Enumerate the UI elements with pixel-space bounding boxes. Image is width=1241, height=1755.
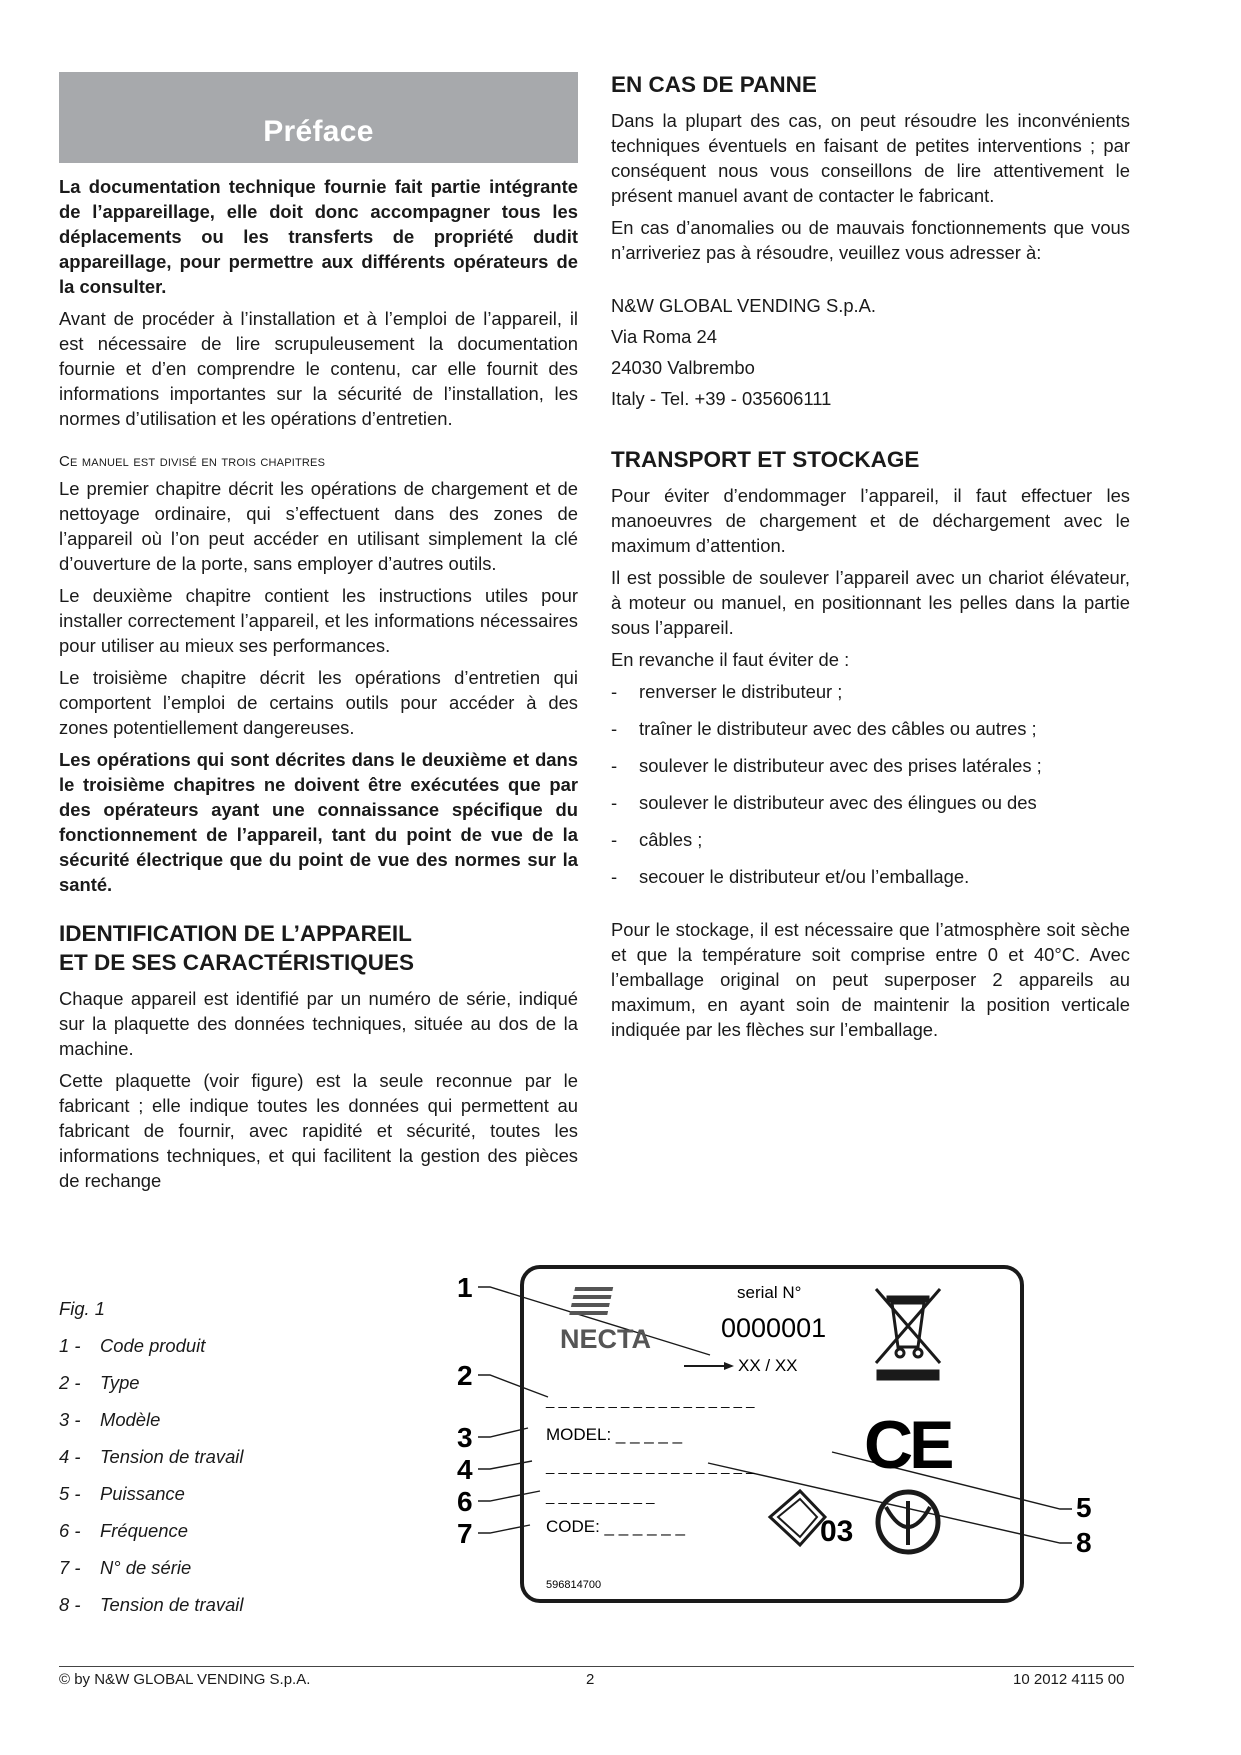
legend-item: 1 - Code produit xyxy=(59,1335,206,1356)
identification-paragraph-1: Chaque appareil est identifié par un numéro de série, indiqué sur la plaquette des données techniques, située au dos de la machine. xyxy=(59,988,578,1059)
footer-doc-code: 10 2012 4115 00 xyxy=(1013,1671,1125,1688)
identification-heading-line1: IDENTIFICATION DE L’APPAREIL xyxy=(59,921,412,946)
legend-item: 5 - Puissance xyxy=(59,1483,185,1504)
list-item: - soulever le distributeur avec des prises latérales ; xyxy=(611,755,1042,776)
transport-heading: TRANSPORT ET STOCKAGE xyxy=(611,447,920,472)
plate-type-line: _ _ _ _ _ _ _ _ _ _ _ _ _ _ _ _ _ xyxy=(546,1392,755,1409)
callout-3: 3 xyxy=(457,1422,473,1453)
transport-paragraph-1: Pour éviter d’endommager l’appareil, il faut effectuer les manoeuvres de chargement et de déchargement avec le maximum d’attention. xyxy=(611,485,1130,556)
avoid-list xyxy=(611,679,1130,889)
serial-label: serial N° xyxy=(737,1283,802,1302)
footer-page-number: 2 xyxy=(586,1671,595,1688)
callout-5: 5 xyxy=(1076,1492,1092,1523)
list-item: - renverser le distributeur ; xyxy=(611,681,843,702)
plate-model: MODEL: _ _ _ _ _ xyxy=(546,1425,683,1444)
callout-7: 7 xyxy=(457,1518,473,1549)
preface-banner xyxy=(59,72,578,163)
panne-heading: EN CAS DE PANNE xyxy=(611,72,817,97)
approval-mark-number: 03 xyxy=(820,1515,854,1548)
intro-paragraph: Avant de procéder à l’installation et à l’emploi de l’appareil, il est nécessaire de lire scrupuleusement la documentation fournie et d’en comprendre le contenu, car elle fournit des informations importantes sur la sécurité de l’installation, les normes d’utilisation et les opérations d’entretien. xyxy=(59,308,578,429)
legend-item: 4 - Tension de travail xyxy=(59,1446,244,1467)
list-item: - câbles ; xyxy=(611,829,703,850)
figure-legend xyxy=(59,1298,243,1631)
storage-paragraph: Pour le stockage, il est nécessaire que l’atmosphère soit sèche et que la température soit comprise entre 0 et 40°C. Avec l’emballage original on peut superposer 2 appareils au maximum, en ayant soin de maintenir la position verticale indiquée par les flèches sur l’emballage. xyxy=(611,919,1130,1040)
address-line: Italy - Tel. +39 - 035606111 xyxy=(611,388,832,409)
legend-item: 8 - Tension de travail xyxy=(59,1594,244,1615)
list-item: - traîner le distributeur avec des câbles ou autres ; xyxy=(611,718,1037,739)
legend-item: 2 - Type xyxy=(59,1372,140,1393)
callout-6: 6 xyxy=(457,1486,473,1517)
identification-heading-line2: ET DE SES CARACTÉRISTIQUES xyxy=(59,950,415,975)
address-line: Via Roma 24 xyxy=(611,326,717,347)
chapter2-paragraph: Le deuxième chapitre contient les instructions utiles pour installer correctement l’appareil, et les informations nécessaires pour utiliser au mieux ses performances. xyxy=(59,585,578,656)
plate-number: 596814700 xyxy=(546,1579,602,1591)
data-plate-figure xyxy=(440,1255,1120,1615)
chapters-warning-paragraph: Les opérations qui sont décrites dans le deuxième et dans le troisième chapitres ne doivent être exécutées que par des opérateurs ayant une connaissance spécifique du fonctionnement de l’appareil, tant du point de vue de la sécurité électrique que du point de vue des normes sur la santé. xyxy=(59,749,578,895)
plate-frequency-line: _ _ _ _ _ _ _ _ _ xyxy=(546,1488,655,1505)
ce-mark: CE xyxy=(864,1407,951,1483)
manufacturer-address xyxy=(611,293,1130,411)
chapters-heading: Ce manuel est divisé en trois chapitres xyxy=(59,453,326,470)
list-item: - secouer le distributeur et/ou l’emballage. xyxy=(611,866,970,887)
legend-item: 3 - Modèle xyxy=(59,1409,161,1430)
identification-paragraph-2: Cette plaquette (voir figure) est la seule reconnue par le fabricant ; elle indique toutes les données qui permettent au fabricant de fournir, avec rapidité et sécurité, toutes les informations techniques, et qui facilitent la gestion des pièces de rechange xyxy=(59,1070,578,1191)
panne-paragraph-1: Dans la plupart des cas, on peut résoudre les inconvénients techniques éventuels en faisant de petites interventions ; par conséquent nous vous conseillons de lire attentivement le présent manuel avant de contacter le fabricant. xyxy=(611,110,1130,206)
chapter1-paragraph: Le premier chapitre décrit les opérations de chargement et de nettoyage ordinaire, qui s’effectuent dans des zones de l’appareil où l’on peut accéder en utilisant simplement la clé d’ouverture de la porte, sans employer d’autres outils. xyxy=(59,478,578,574)
identification-heading xyxy=(59,919,578,977)
legend-item: 6 - Fréquence xyxy=(59,1520,188,1541)
legend-item: 7 - N° de série xyxy=(59,1557,192,1578)
right-column xyxy=(611,70,1130,1049)
page-title: Préface xyxy=(263,114,374,148)
callout-8: 8 xyxy=(1076,1527,1092,1558)
transport-paragraph-2: Il est possible de soulever l’appareil avec un chariot élévateur, à moteur ou manuel, en positionnant les pelles dans la partie sous l’appareil. xyxy=(611,567,1130,638)
address-line: N&W GLOBAL VENDING S.p.A. xyxy=(611,295,877,316)
callout-4: 4 xyxy=(457,1454,473,1485)
list-item: - soulever le distributeur avec des élingues ou des xyxy=(611,792,1037,813)
panne-paragraph-2: En cas d’anomalies ou de mauvais fonctionnements que vous n’arriveriez pas à résoudre, veuillez vous adresser à: xyxy=(611,217,1130,263)
necta-brand: NECTA xyxy=(560,1324,651,1354)
serial-value: 0000001 xyxy=(721,1313,827,1343)
footer-copyright: © by N&W GLOBAL VENDING S.p.A. xyxy=(59,1671,311,1688)
plate-code: CODE: _ _ _ _ _ _ xyxy=(546,1517,685,1536)
callout-2: 2 xyxy=(457,1360,473,1391)
left-column xyxy=(59,70,578,1200)
chapter3-paragraph: Le troisième chapitre décrit les opérations d’entretien qui comportent l’emploi de certains outils pour accéder à des zones potentiellement dangereuses. xyxy=(59,667,578,738)
callout-1: 1 xyxy=(457,1272,473,1303)
intro-bold-paragraph: La documentation technique fournie fait partie intégrante de l’appareillage, elle doit donc accompagner tous les déplacements ou les transferts de propriété dudit appareillage, pour permettre aux différents opérateurs de la consulter. xyxy=(59,176,578,297)
transport-paragraph-3: En revanche il faut éviter de : xyxy=(611,649,850,670)
serial-sub: XX / XX xyxy=(738,1356,798,1375)
address-line: 24030 Valbrembo xyxy=(611,357,755,378)
footer-divider xyxy=(59,1666,1134,1667)
figure-caption: Fig. 1 xyxy=(59,1298,105,1319)
plate-voltage-line: _ _ _ _ _ _ _ _ _ _ _ _ _ _ _ _ _ xyxy=(546,1458,755,1475)
